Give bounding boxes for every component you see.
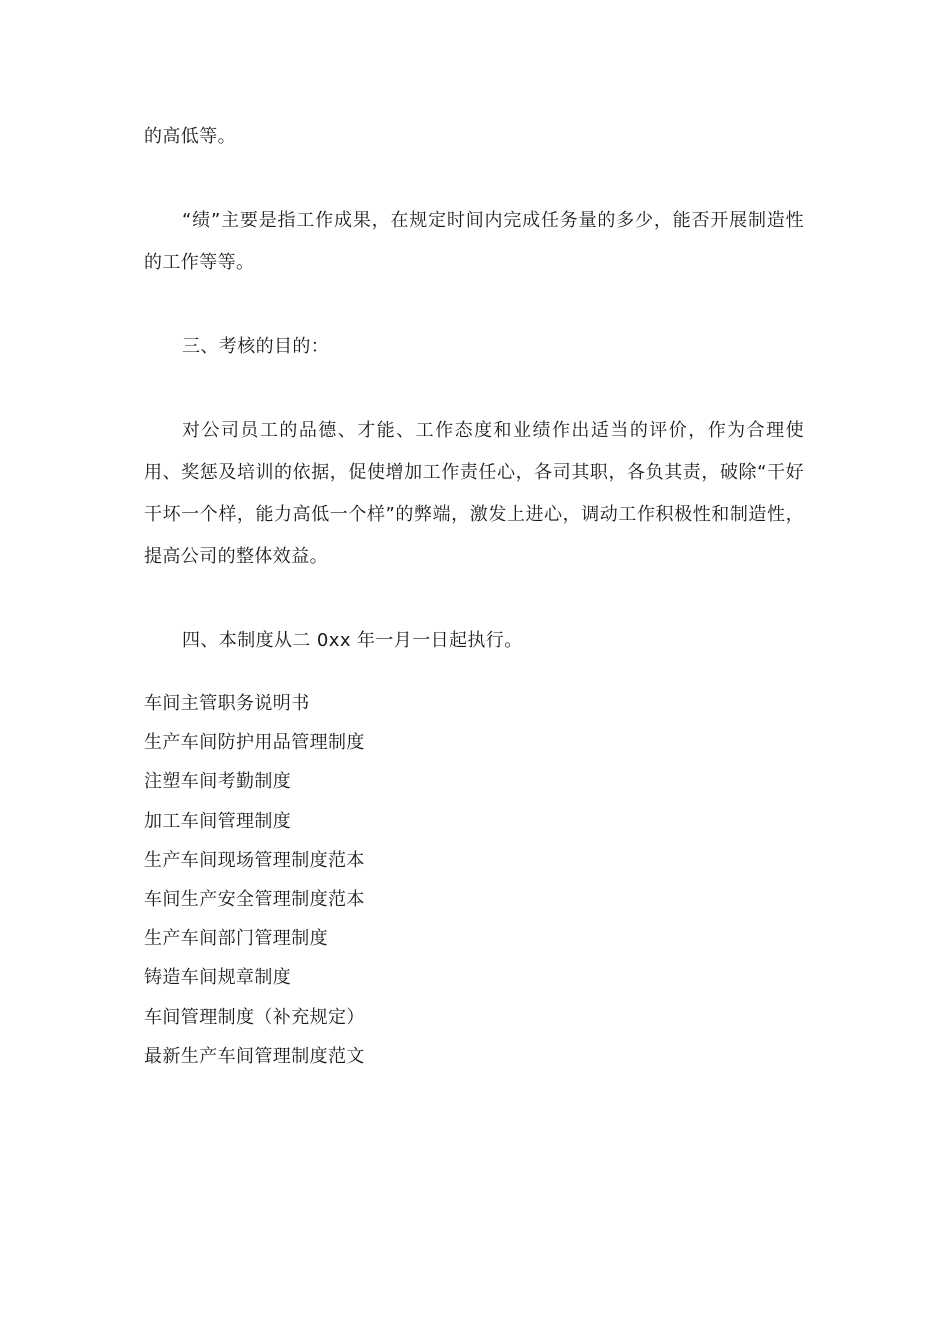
- section-3-body: 对公司员工的品德、才能、工作态度和业绩作出适当的评价，作为合理使用、奖惩及培训的依据，促使增加工作责任心，各司其职，各负其责，破除“干好干坏一个样，能力高低一个样”的弊端，激发上进心，调动工作积极性和制造性，提高公司的整体效益。: [144, 420, 804, 567]
- related-doc-link[interactable]: 生产车间现场管理制度范本: [144, 849, 365, 871]
- paragraph-gap: [144, 284, 804, 326]
- related-doc-link[interactable]: 注塑车间考勤制度: [144, 771, 292, 793]
- related-documents-list: [144, 684, 804, 1076]
- related-doc-link[interactable]: 车间生产安全管理制度范本: [144, 888, 365, 910]
- related-doc-link[interactable]: 车间主管职务说明书: [144, 693, 310, 714]
- section-4-text: 四、本制度从二 0xx 年一月一日起执行。: [182, 630, 523, 651]
- related-doc-link[interactable]: 车间管理制度（补充规定）: [144, 1006, 365, 1028]
- document-body: [144, 116, 804, 1094]
- related-doc-link[interactable]: 生产车间部门管理制度: [144, 928, 328, 950]
- paragraph-gap: [144, 578, 804, 620]
- paragraph-gap: [144, 158, 804, 200]
- paragraph-gap: [144, 368, 804, 410]
- related-doc-link[interactable]: 生产车间防护用品管理制度: [144, 732, 365, 754]
- performance-paragraph: “绩”主要是指工作成果，在规定时间内完成任务量的多少，能否开展制造性的工作等等。: [144, 210, 804, 273]
- section-3-heading: 三、考核的目的：: [182, 336, 330, 357]
- related-doc-link[interactable]: 加工车间管理制度: [144, 810, 292, 832]
- related-doc-link[interactable]: 铸造车间规章制度: [144, 967, 292, 989]
- continuation-text: 的高低等。: [144, 126, 236, 147]
- related-doc-link[interactable]: 最新生产车间管理制度范文: [144, 1045, 365, 1067]
